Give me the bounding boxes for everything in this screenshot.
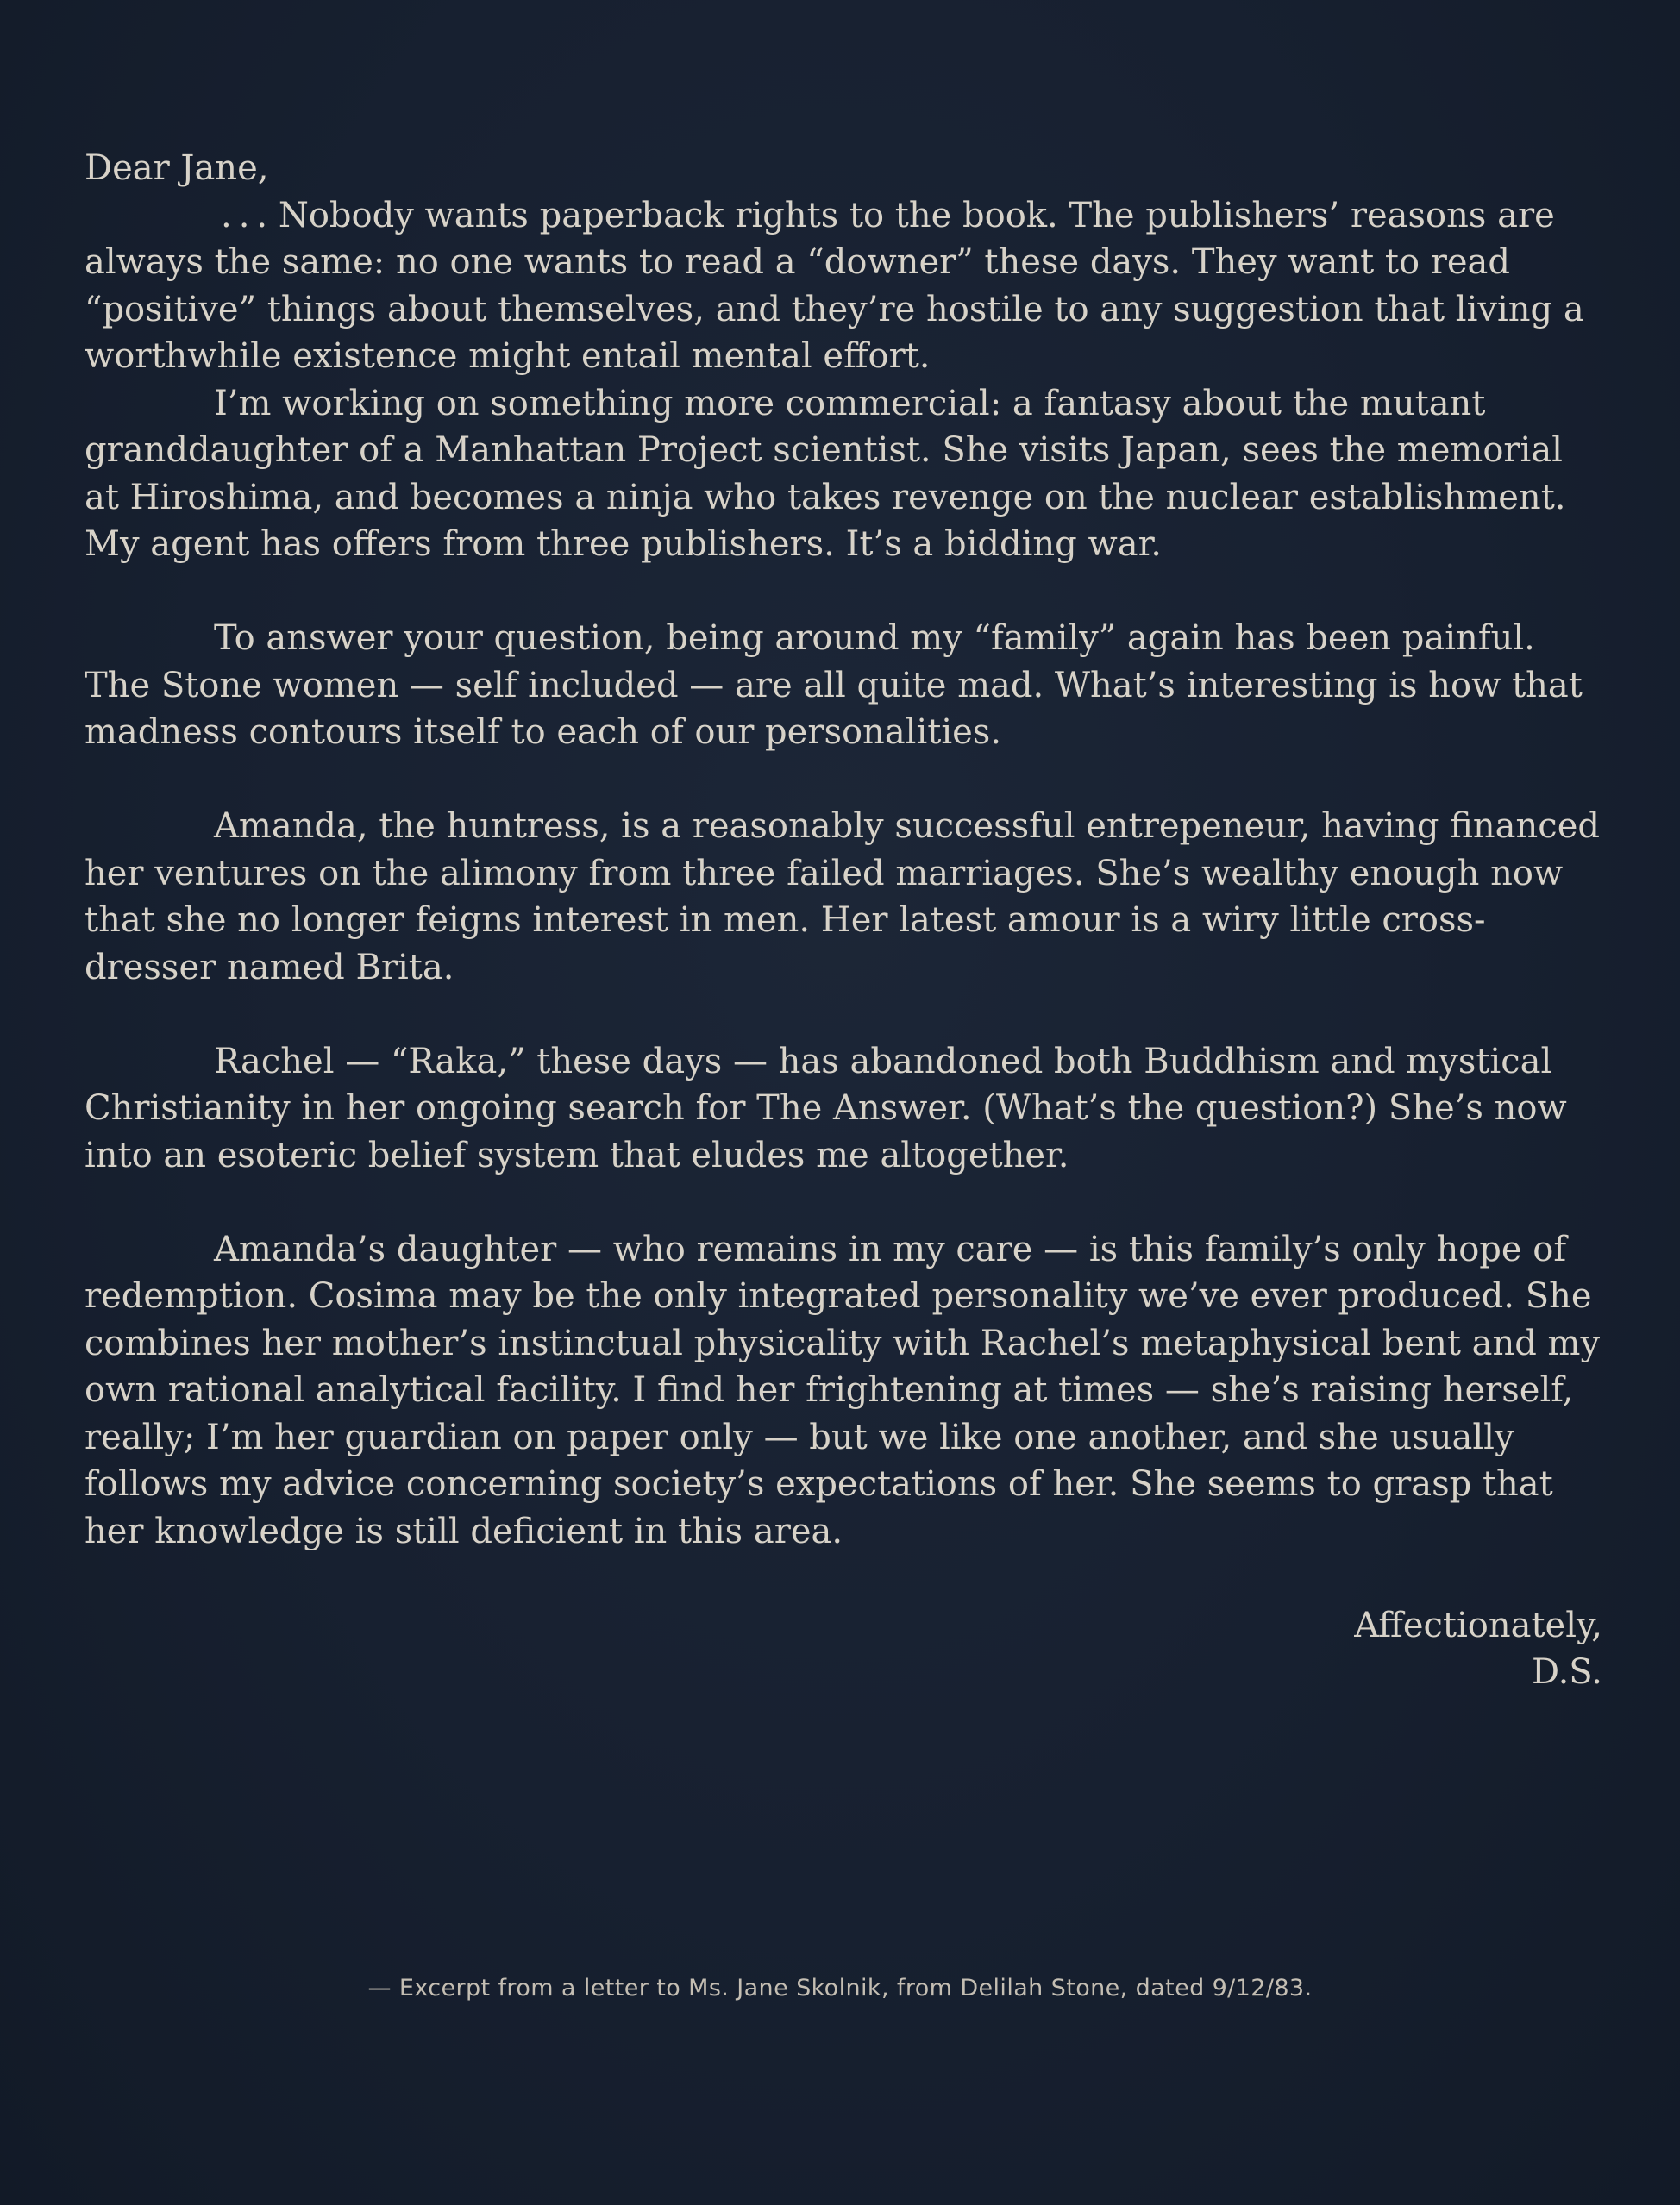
paragraph-4: Amanda, the huntress, is a reasonably successful entrepeneur, having financed her ventures on the alimony from three failed marriages. She’s wealthy enough now that she no longer feigns interest in men. Her latest amour is a wiry little cross-dresser named Brita. bbox=[85, 806, 1600, 987]
paragraph-3: To answer your question, being around my “family” again has been painful. The Stone women — self included — are all quite mad. What’s interesting is how that madness contours itself to each of our personalities. bbox=[85, 618, 1583, 752]
closing: Affectionately, bbox=[1354, 1605, 1602, 1645]
sign-off bbox=[85, 1602, 1602, 1696]
paragraph-5: Rachel — “Raka,” these days — has abandoned both Buddhism and mystical Christianity in her ongoing search for The Answer. (What’s the question?) She’s now into an esoteric belief system that eludes me altogether. bbox=[85, 1041, 1567, 1175]
signature: D.S. bbox=[1531, 1652, 1602, 1692]
paragraph-1: . . . Nobody wants paperback rights to the book. The publishers’ reasons are always the same: no one wants to read a “downer” these days. They want to read “positive” things about themselves, and they’re hostile to any suggestion that living a worthwhile existence might entail mental effort. bbox=[85, 195, 1584, 376]
salutation: Dear Jane, bbox=[85, 148, 269, 188]
paragraph-6: Amanda’s daughter — who remains in my care — is this family’s only hope of redemption. Cosima may be the only integrated personality we’ve ever produced. She combines her mother’s instinctual physicality with Rachel’s metaphysical bent and my own rational analytical facility. I find her frightening at times — she’s raising herself, really; I’m her guardian on paper only — but we like one another, and she usually follows my advice concerning society’s expectations of her. She seems to grasp that her knowledge is still deficient in this area. bbox=[85, 1229, 1601, 1551]
letter bbox=[85, 145, 1602, 1696]
paragraph-2: I’m working on something more commercial: a fantasy about the mutant granddaughter of a Manhattan Project scientist. She visits Japan, sees the memorial at Hiroshima, and becomes a ninja who takes revenge on the nuclear establishment. My agent has offers from three publishers. It’s a bidding war. bbox=[85, 383, 1566, 564]
source-caption: — Excerpt from a letter to Ms. Jane Skolnik, from Delilah Stone, dated 9/12/83. bbox=[367, 1975, 1313, 2001]
